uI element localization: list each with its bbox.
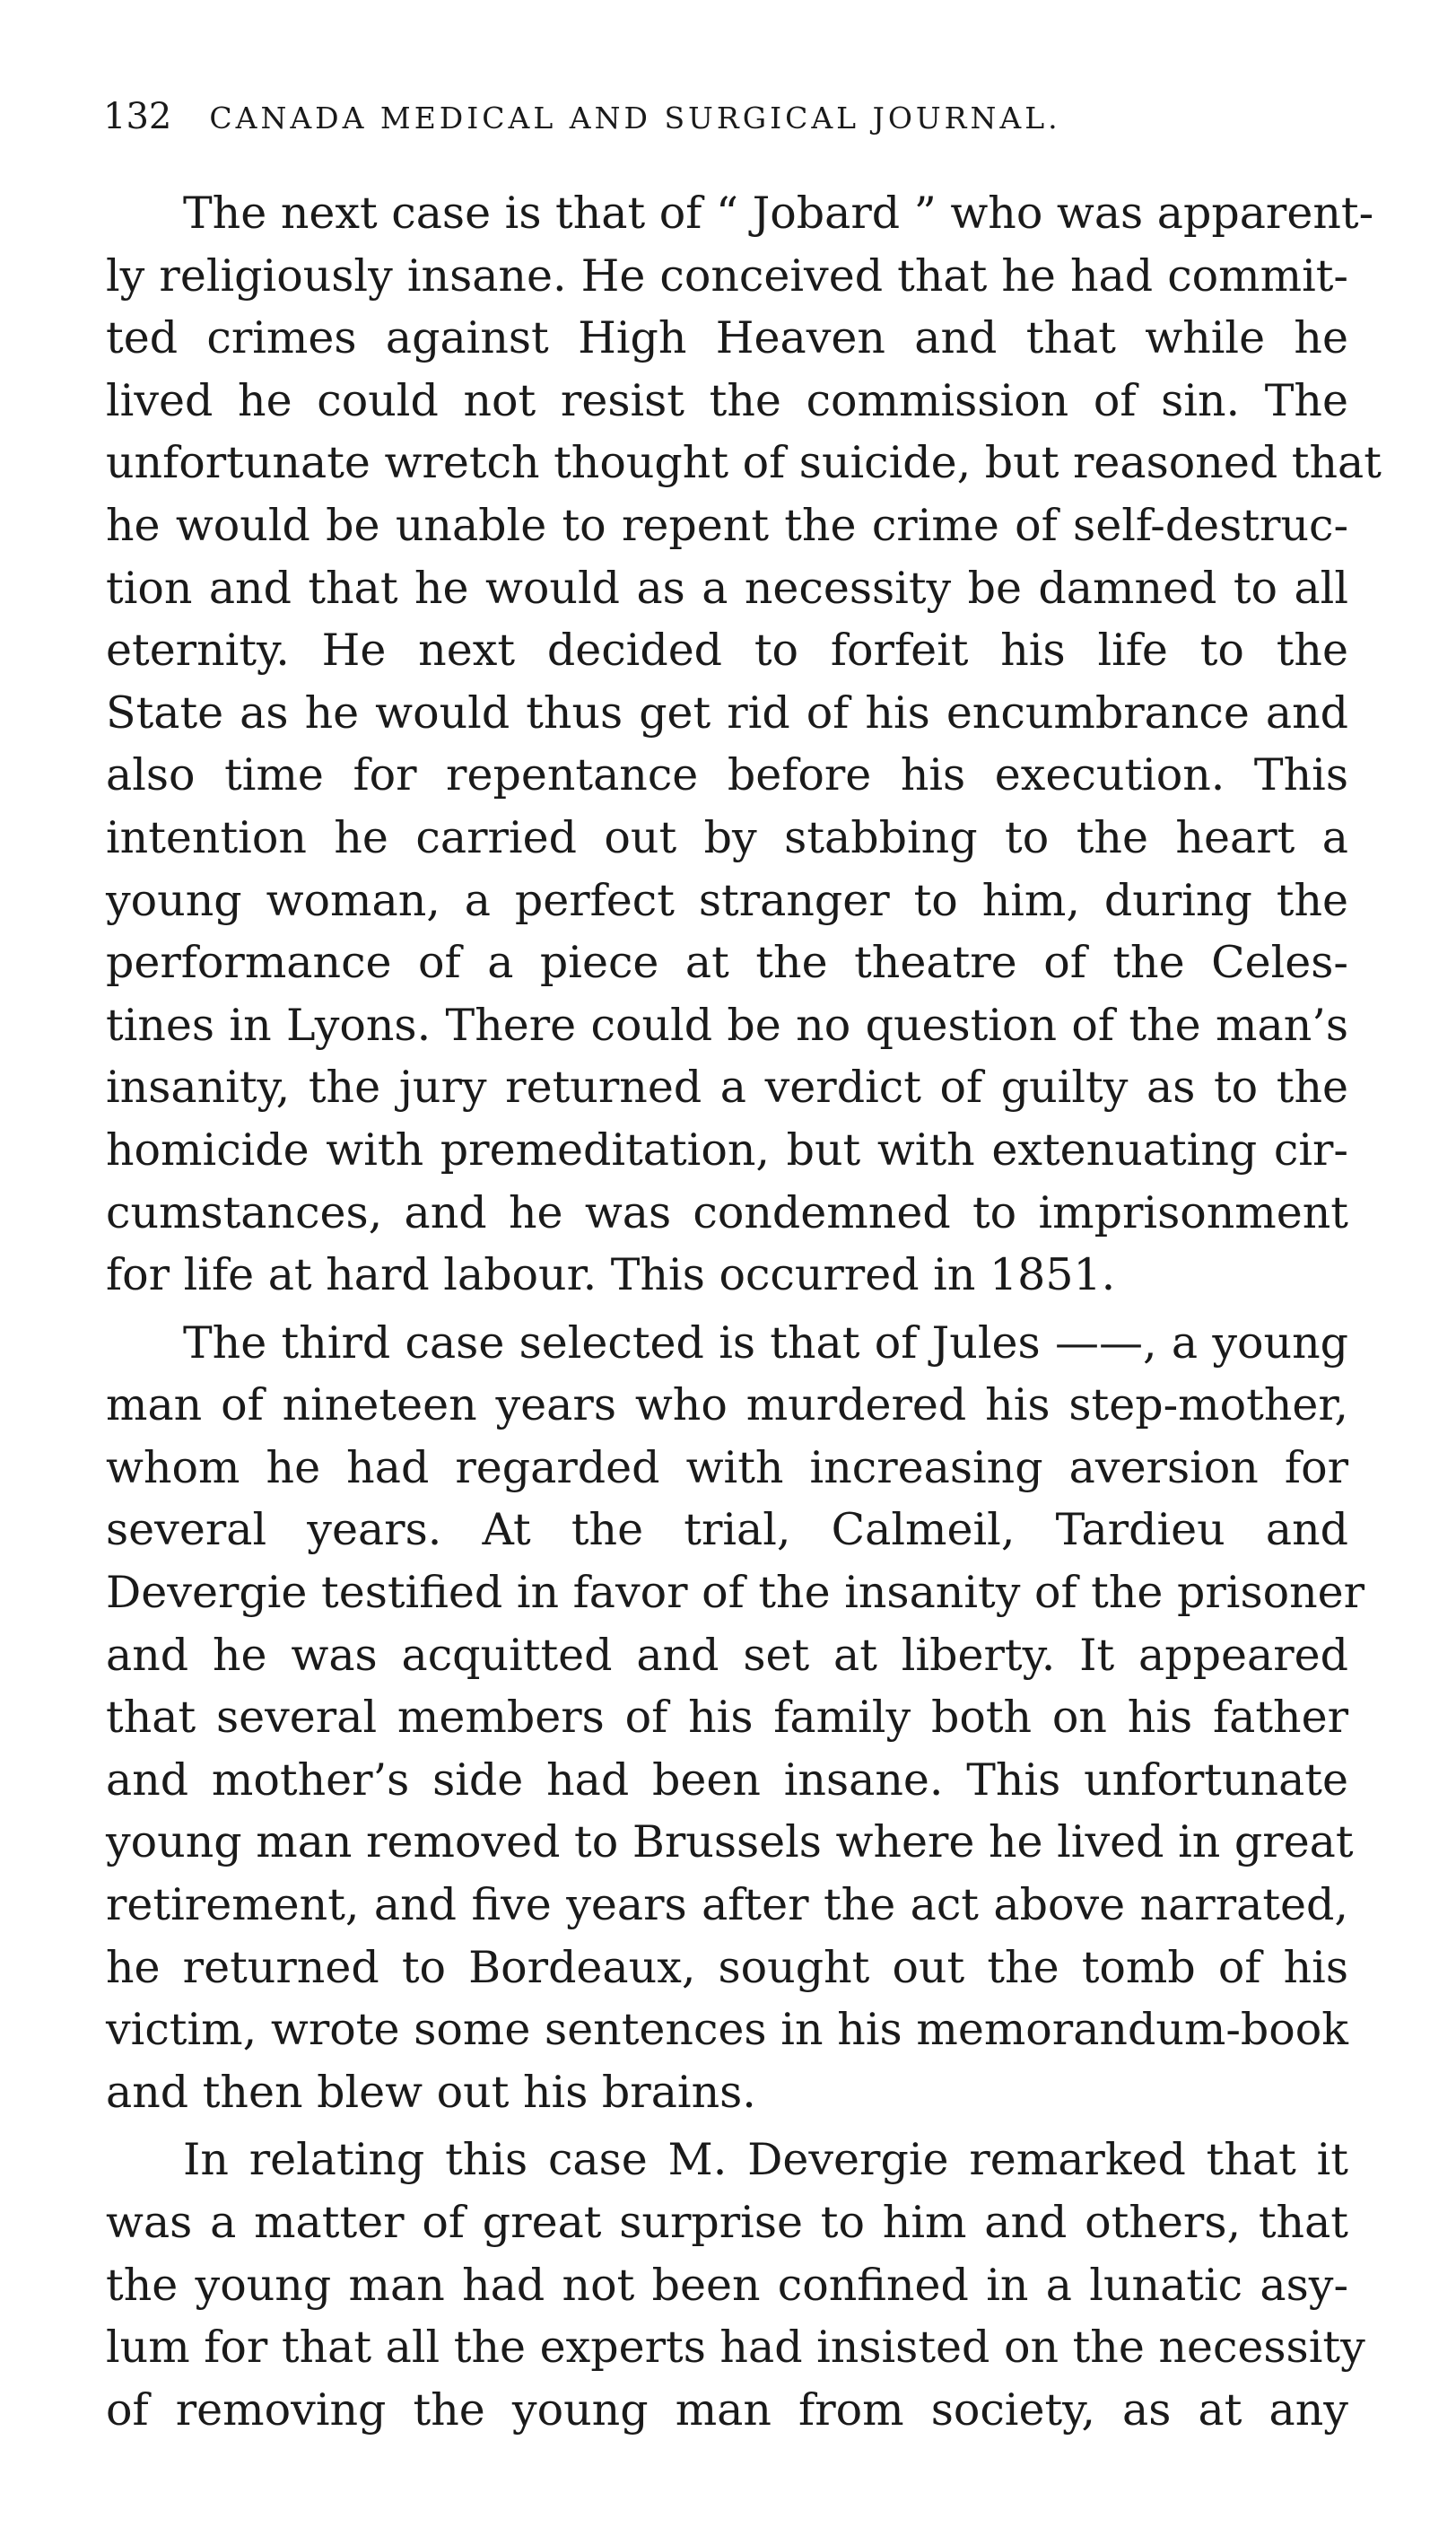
text-line: was a matter of great surprise to him and others, that <box>106 2197 1348 2248</box>
text-line: several years. At the trial, Calmeil, Tardieu and <box>106 1504 1348 1556</box>
text-line: victim, wrote some sentences in his memorandum-book <box>106 2004 1348 2056</box>
text-line: tion and that he would as a necessity be damned to all <box>106 562 1348 614</box>
text-line: also time for repentance before his execution. This <box>106 749 1348 801</box>
text-line: cumstances, and he was condemned to imprisonment <box>106 1186 1348 1238</box>
text-line: homicide with premeditation, but with extenuating cir- <box>106 1124 1348 1176</box>
text-line: he returned to Bordeaux, sought out the tomb of his <box>106 1941 1348 1993</box>
text-line: ted crimes against High Heaven and that while he <box>106 312 1348 364</box>
text-line: performance of a piece at the theatre of the Celes- <box>106 937 1348 989</box>
text-line: lived he could not resist the commission of sin. The <box>106 374 1348 426</box>
text-line: In relating this case M. Devergie remarked that it <box>183 2134 1348 2186</box>
text-line: and then blew out his brains. <box>106 2066 756 2118</box>
text-line: retirement, and five years after the act above narrated, <box>106 1879 1348 1931</box>
text-line: insanity, the jury returned a verdict of guilty as to the <box>106 1062 1348 1114</box>
text-line: the young man had not been confined in a lunatic asy- <box>106 2259 1348 2311</box>
body-text <box>106 182 1382 2441</box>
text-line: he would be unable to repent the crime of self-destruc- <box>106 499 1348 551</box>
text-line: man of nineteen years who murdered his step-mother, <box>106 1379 1348 1431</box>
text-line: intention he carried out by stabbing to the heart a <box>106 811 1348 863</box>
text-line: State as he would thus get rid of his encumbrance and <box>106 687 1348 739</box>
text-line: Devergie testified in favor of the insanity of the prisoner <box>106 1567 1365 1619</box>
text-line: ly religiously insane. He conceived that he had commit- <box>106 249 1348 302</box>
text-line: young woman, a perfect stranger to him, during the <box>106 874 1348 926</box>
text-line: that several members of his family both on his father <box>106 1692 1348 1744</box>
text-line: young man removed to Brussels where he lived in great <box>106 1816 1354 1868</box>
text-line: eternity. He next decided to forfeit his life to the <box>106 625 1348 677</box>
text-line: The third case selected is that of Jules ——, a young <box>183 1316 1348 1369</box>
paragraph-devergie-remark <box>106 2129 1365 2441</box>
journal-title: CANADA MEDICAL AND SURGICAL JOURNAL. <box>209 101 1061 136</box>
paragraph-jobard-case <box>106 182 1382 1307</box>
text-line: tines in Lyons. There could be no question of the man’s <box>106 999 1348 1051</box>
text-line: whom he had regarded with increasing aversion for <box>106 1441 1348 1493</box>
text-line: and he was acquitted and set at liberty. It appeared <box>106 1629 1348 1681</box>
text-line: lum for that all the experts had insisted on the necessity <box>106 2322 1365 2374</box>
running-head <box>103 90 1341 144</box>
page-number: 132 <box>103 96 172 137</box>
text-line: for life at hard labour. This occurred in 1851. <box>106 1249 1116 1301</box>
text-line: unfortunate wretch thought of suicide, but reasoned that <box>106 437 1382 489</box>
text-line: of removing the young man from society, as at any <box>106 2383 1348 2436</box>
paragraph-jules-case <box>106 1312 1365 2124</box>
text-line: The next case is that of “ Jobard ” who was apparent- <box>183 188 1374 239</box>
text-line: and mother’s side had been insane. This unfortunate <box>106 1754 1348 1806</box>
